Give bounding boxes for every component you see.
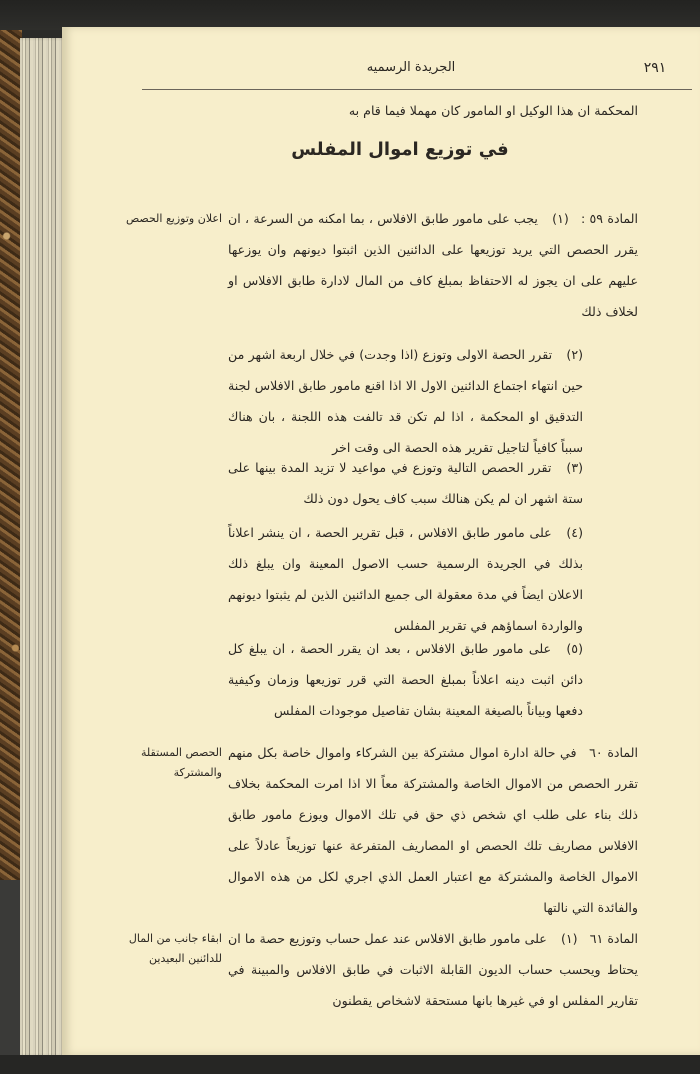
clause-number: (٣) bbox=[566, 460, 583, 475]
clause-text: يجب على مامور طابق الافلاس ، بما امكنه من السرعة ، ان يقرر الحصص التي يريد توزيعها على الدائنين الذين اثبتوا ديونهم وان يوزعها عليهم على ان يجوز له الاحتفاظ بمبلغ كاف من المال لادارة طابق الافلاس او لخلاف ذلك bbox=[228, 211, 638, 319]
article-59-clause-2 bbox=[228, 339, 638, 463]
article-59-clause-5 bbox=[228, 633, 638, 726]
article-59 bbox=[228, 203, 638, 327]
section-heading: في توزيع اموال المفلس bbox=[291, 139, 509, 160]
book-cover-shadow-bottom bbox=[0, 880, 22, 1060]
clause-number: (٤) bbox=[566, 525, 583, 540]
article-59-clause-1 bbox=[228, 203, 638, 327]
page-content bbox=[62, 27, 700, 1055]
clause-text: تقرر الحصص التالية وتوزع في مواعيد لا تزيد المدة بينها على ستة اشهر ان لم يكن هنالك سبب كاف يحول دون ذلك bbox=[228, 460, 583, 506]
article-59-clause-4-block bbox=[228, 517, 638, 641]
clause-text: على مامور طابق الافلاس ، قبل تقرير الحصة ، ان ينشر اعلاناً بذلك في الجريدة الرسمية حسب الاصول المعينة وان يبلغ ذلك الاعلان ايضاً في مدة معقولة الى جميع الدائنين الذين لم يثبتوا ديونهم والواردة اسماؤهم في تقرير المفلس bbox=[228, 525, 583, 633]
clause-text: على مامور طابق الافلاس عند عمل حساب وتوزيع حصة ما ان يحتاط ويحسب حساب الديون القابلة الاثبات في طابق الافلاس والمبينة في تقارير المفلس او في غيرها بانها مستحقة لاشخاص يقطنون bbox=[228, 931, 638, 1008]
margin-note-article-59: اعلان وتوزيع الحصص bbox=[125, 212, 222, 225]
continuation-line: المحكمة ان هذا الوكيل او المامور كان مهملا فيما قام به bbox=[348, 103, 638, 118]
article-61 bbox=[228, 923, 638, 1016]
clause-text: في حالة ادارة اموال مشتركة بين الشركاء واموال خاصة بكل منهم تقرر الحصص من الاموال الخاصة والمشتركة معاً الا اذا امرت المحكمة بخلاف ذلك بناء على طلب اي شخص ذي حق في تلك الاموال ويوزع مامور طابق الافلاس مصاريف تلك الحصص او المصاريف المتفرعة عنها توزيعاً عادلاً على الاموال الخاصة والمشتركة مع اعتبار العمل الذي اجري لكل من هذه الاموال والفائدة التي نالتها bbox=[228, 745, 638, 915]
article-59-clause-2-block bbox=[228, 339, 638, 463]
header-rule bbox=[142, 89, 692, 90]
scan-backdrop-bottom bbox=[0, 1055, 700, 1074]
clause-number: (١) bbox=[560, 931, 578, 946]
clause-text: على مامور طابق الافلاس ، بعد ان يقرر الحصة ، ان يبلغ كل دائن اثبت دينه اعلاناً بمبلغ الحصة التي قرر توزيعها وزمان وكيفية دفعها وبياناً بالصيغة المعينة بشان تفاصيل موجودات المفلس bbox=[228, 641, 583, 718]
margin-note-article-60: الحصص المستقلة والمشتركة bbox=[140, 746, 222, 779]
clause-text: تقرر الحصة الاولى وتوزع (اذا وجدت) في خلال اربعة اشهر من حين انتهاء اجتماع الدائنين الاول الا اذا اقنع مامور طابق الافلاس لجنة التدقيق او المحكمة ، اذا لم تكن قد تالفت هذه اللجنة ، بان هناك سبباً كافياً لتاجيل تقرير هذه الحصة الى وقت اخر bbox=[228, 347, 583, 455]
article-label: المادة ٦٠ bbox=[589, 745, 638, 760]
clause-number: (٥) bbox=[566, 641, 583, 656]
article-label: المادة ٥٩ : bbox=[581, 211, 639, 226]
book-page bbox=[62, 27, 700, 1055]
article-59-clause-4 bbox=[228, 517, 638, 641]
page-number: ٢٩١ bbox=[643, 60, 667, 76]
article-59-clause-5-block bbox=[228, 633, 638, 726]
continuation-text-block bbox=[228, 95, 638, 126]
article-59-clause-3-block bbox=[228, 452, 638, 514]
article-60 bbox=[228, 737, 638, 923]
publication-title: الجريدة الرسميه bbox=[366, 60, 456, 75]
clause-number: (١) bbox=[552, 211, 569, 226]
article-59-clause-3 bbox=[228, 452, 638, 514]
running-head bbox=[122, 60, 700, 82]
clause-number: (٢) bbox=[566, 347, 583, 362]
article-60-text bbox=[228, 737, 638, 923]
margin-note-article-61: ابقاء جانب من المال للدائنين البعيدين bbox=[128, 932, 222, 965]
scan-backdrop-top bbox=[0, 0, 700, 30]
article-61-clause-1 bbox=[228, 923, 638, 1016]
article-label: المادة ٦١ bbox=[589, 931, 638, 946]
